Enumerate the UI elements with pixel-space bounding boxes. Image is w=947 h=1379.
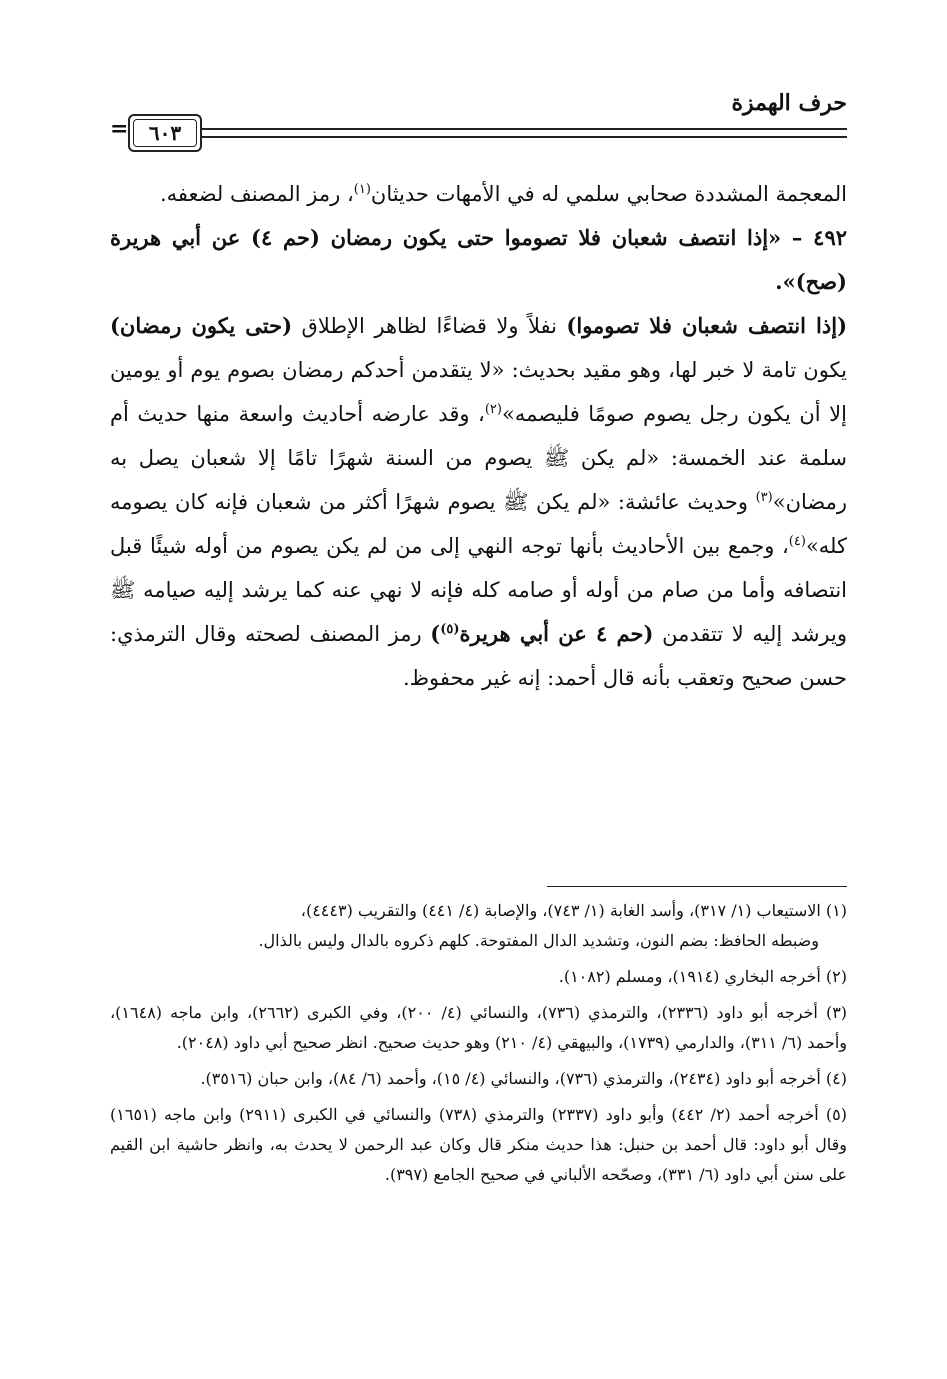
source-citation (430, 621, 653, 646)
footnote-separator (547, 886, 847, 887)
page-number: ٦٠٣ (128, 114, 202, 152)
commentary-paragraph (110, 304, 847, 700)
footnote-ref-3[interactable]: (٣) (755, 490, 773, 505)
footnote-5 (110, 1100, 847, 1190)
header-rule-top (200, 128, 847, 130)
hadith-heading (110, 216, 847, 304)
footnote-3-line-1: (٣) أخرجه أبو داود (٢٣٣٦)، والترمذي (٧٣٦)، والنسائي (٤/ ٢٠٠)، وفي الكبرى (٢٦٦٢)، وابن (210, 1003, 848, 1022)
header-rule-bottom (200, 136, 847, 138)
commentary-text-3: ، وقد عارضه أحاديث واسعة منها حديث أم سلمة عند الخمسة: «لم يكن ﷺ يصوم من السنة شهرًا تامًا إلا شعبان يصل به رمضان» (110, 402, 847, 514)
footnote-5-line-2: ماجه (١٦٥١) وقال أبو داود: قال أحمد بن حنبل: هذا حديث منكر قال وكان عبد الرحمن لا يحدث به، وانظر حاشية ابن القيم على سنن أبي داود (٦/ ٣٣١)، وصحّحه الألباني في صحيح الجامع (٣٩٧). (110, 1105, 847, 1184)
footnote-2-line-1: (٢) أخرجه البخاري (١٩١٤)، ومسلم (١٠٨٢). (558, 967, 847, 986)
footnote-3-line-2: ماجه (١٦٤٨)، وأحمد (٦/ ٣١١)، والدارمي (١٧٣٩)، والبيهقي (٤/ ٢١٠) وهو حديث صحيح. انظر صحيح أبي داود (٢٠٤٨). (110, 1003, 847, 1052)
quoted-phrase-2: (حتى يكون رمضان) (110, 313, 293, 338)
source-citation-text: (حم ٤ عن أبي هريرة (459, 621, 654, 646)
commentary-text-4: وحديث عائشة: «لم يكن ﷺ يصوم شهرًا أكثر من شعبان فإنه كان يصومه كله» (110, 490, 847, 558)
commentary-text-6: رمز المصنف لصحته وقال الترمذي: حسن صحيح وتعقب بأنه قال أحمد: إنه غير محفوظ. (110, 622, 847, 690)
source-citation-close: ) (430, 621, 441, 646)
footnote-ref-5[interactable]: (٥) (440, 622, 460, 637)
commentary-text-1: نفلاً ولا قضاءًا لظاهر الإطلاق (292, 314, 567, 338)
intro-paragraph (110, 172, 847, 216)
intro-text: المعجمة المشددة صحابي سلمي له في الأمهات حديثان (370, 182, 847, 206)
hadith-heading-text: ٤٩٢ – «إذا انتصف شعبان فلا تصوموا حتى يكون رمضان (حم ٤) عن أبي هريرة (صح)». (110, 225, 848, 294)
footnotes (110, 896, 847, 1196)
footnote-1-line-2: وضبطه الحافظ: بضم النون، وتشديد الدال المفتوحة. كلهم ذكروه بالدال وليس بالذال. (258, 931, 819, 950)
footnote-ref-4[interactable]: (٤) (788, 534, 806, 549)
header-eq-mark: = (110, 116, 129, 142)
footnote-ref-1[interactable]: (١) (353, 182, 371, 197)
footnote-3 (110, 998, 847, 1058)
footnote-5-line-1: (٥) أخرجه أحمد (٢/ ٤٤٢) وأبو داود (٢٣٣٧) والترمذي (٧٣٨) والنسائي في الكبرى (٢٩١١) وابن (203, 1105, 848, 1124)
running-head: حرف الهمزة (731, 90, 847, 116)
commentary-text-5: ، وجمع بين الأحاديث بأنها توجه النهي إلى من لم يكن يصوم من أوله شيئًا قبل انتصافه وأما من صام من أوله أو صامه كله فإنه لا نهي عنه كما يرشد إليه صيامه ﷺ ويرشد إليه لا تتقدمن (110, 534, 847, 646)
footnote-1-line-1: (١) الاستيعاب (١/ ٣١٧)، وأسد الغابة (١/ ٧٤٣)، والإصابة (٤/ ٤٤١) والتقريب (٤٤٤٣)، (300, 901, 847, 920)
footnote-2 (110, 962, 847, 992)
footnote-4-line-2: (٣٥١٦). (200, 1069, 253, 1088)
main-text (110, 172, 847, 700)
footnote-ref-2[interactable]: (٢) (484, 402, 502, 417)
footnote-4 (110, 1064, 847, 1094)
commentary-text-2: يكون تامة لا خبر لها، وهو مقيد بحديث: «لا يتقدمن أحدكم رمضان بصوم يوم أو يومين إلا أن يكون رجل يصوم صومًا فليصمه» (110, 358, 847, 426)
quoted-phrase-1: (إذا انتصف شعبان فلا تصوموا) (566, 313, 848, 338)
intro-tail: ، رمز المصنف لضعفه. (160, 182, 354, 206)
footnote-4-line-1: (٤) أخرجه أبو داود (٢٤٣٤)، والترمذي (٧٣٦)، والنسائي (٤/ ١٥)، وأحمد (٦/ ٨٤)، وابن حبان (257, 1069, 847, 1088)
footnote-1 (110, 896, 847, 956)
